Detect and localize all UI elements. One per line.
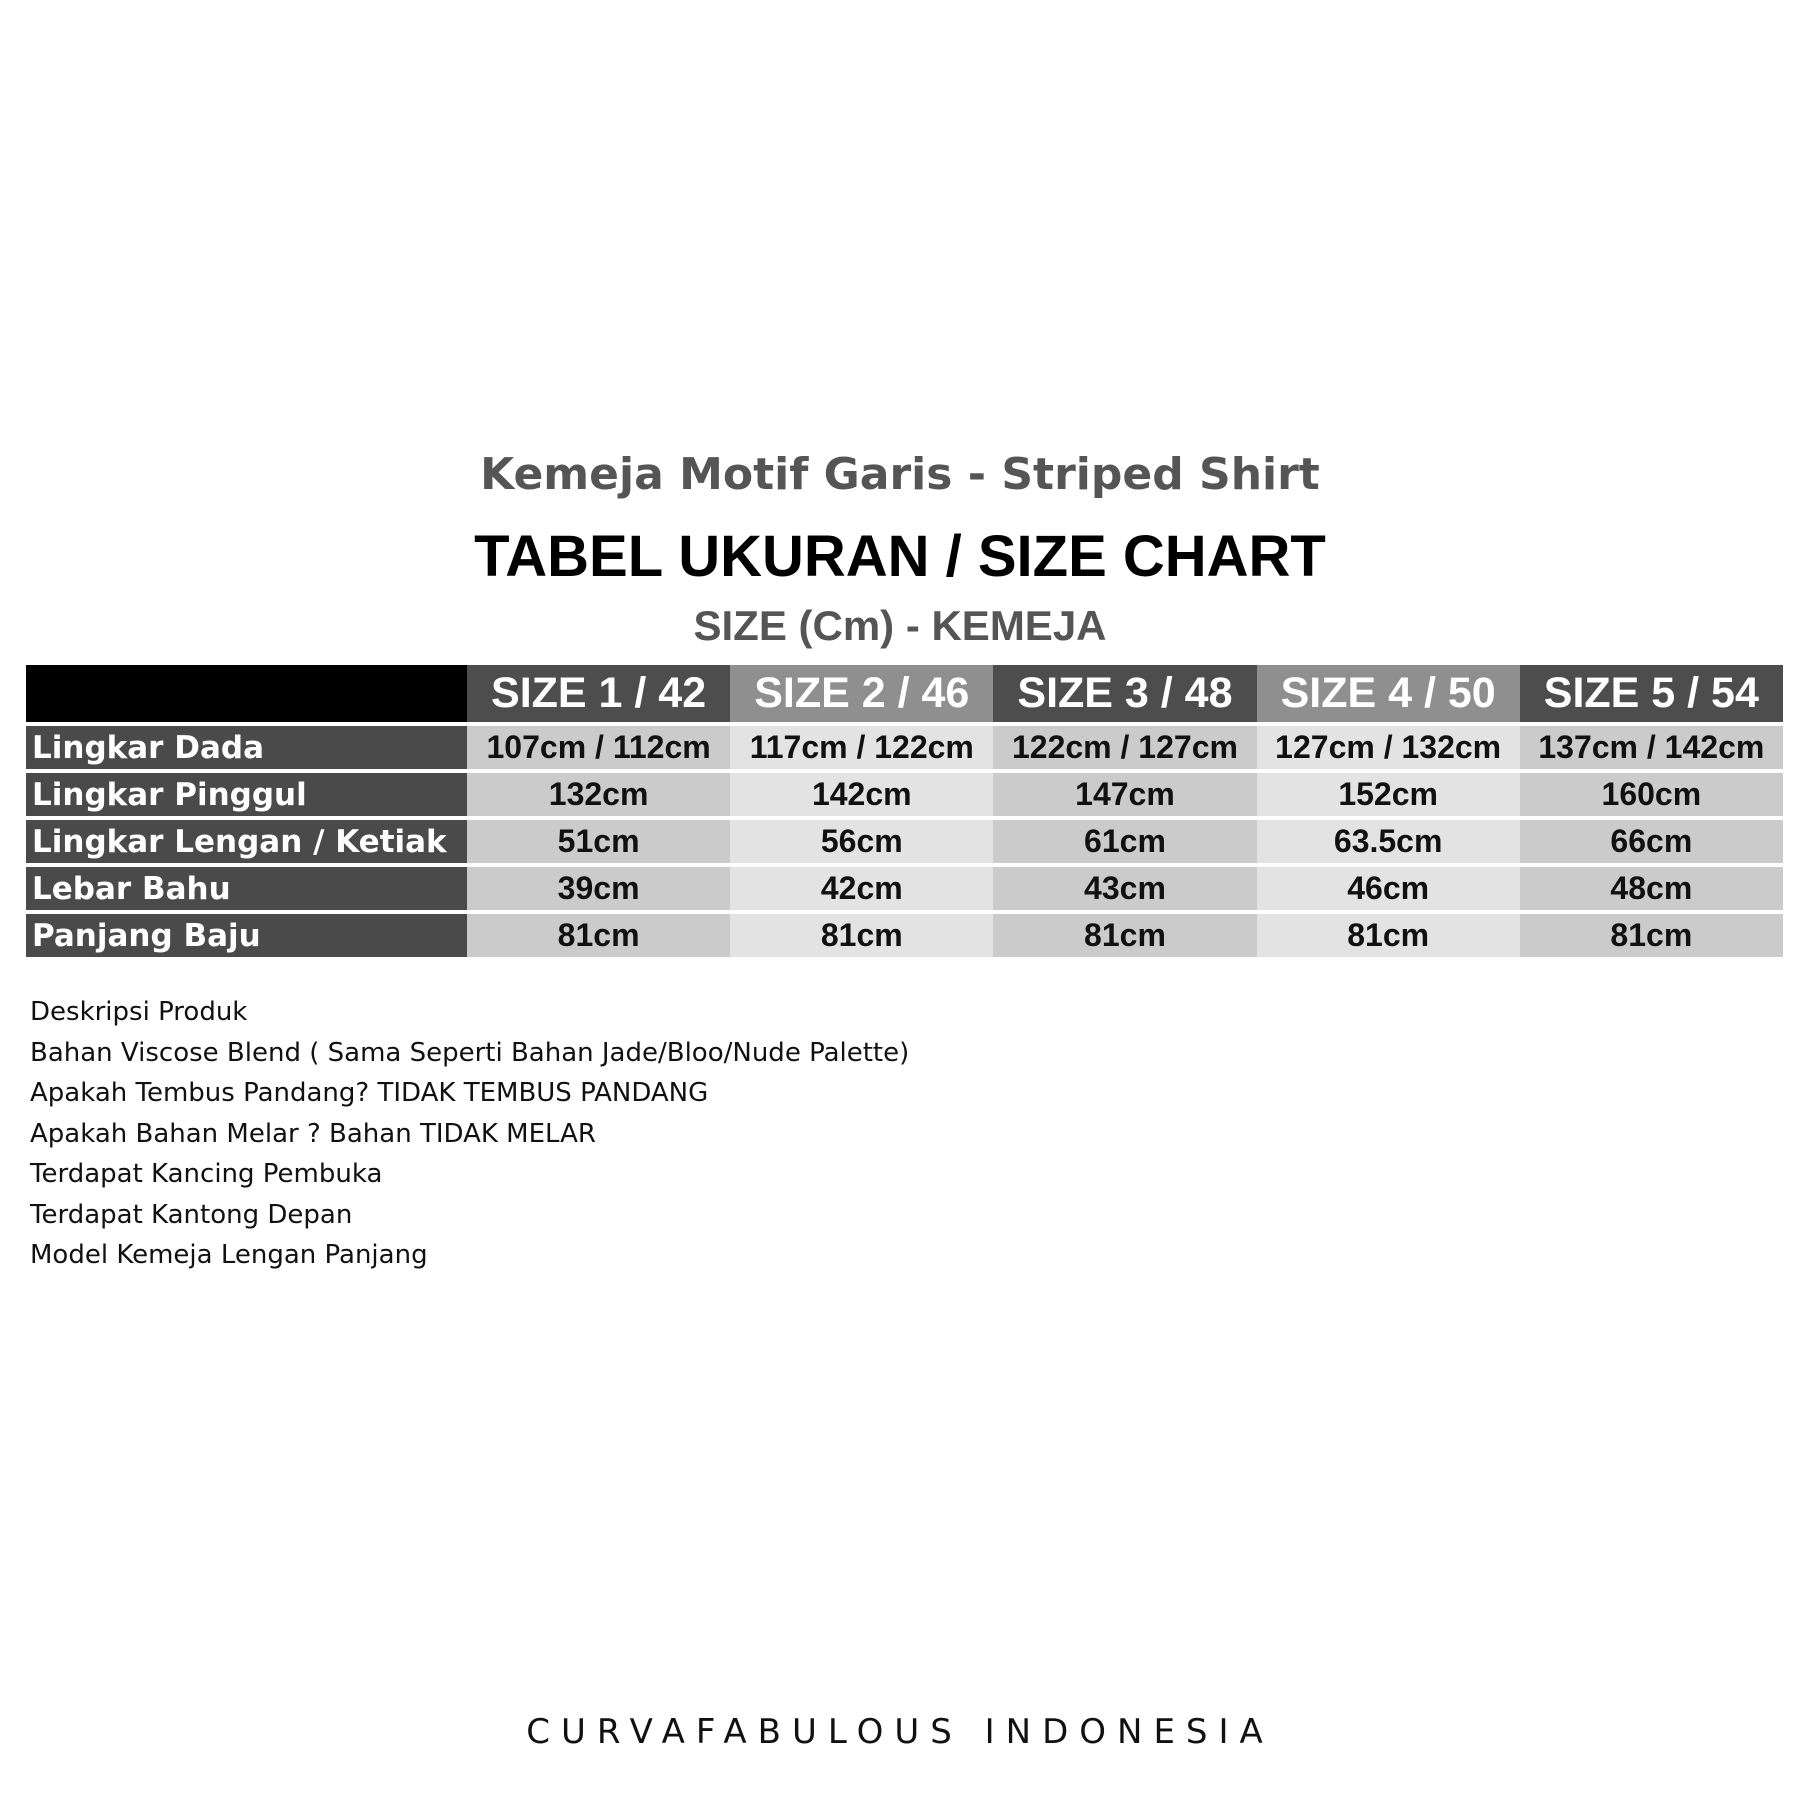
measurement-value: 147cm: [993, 773, 1256, 816]
size-column-header: SIZE 5 / 54: [1520, 665, 1783, 722]
measurement-value: 43cm: [993, 867, 1256, 910]
product-description: [30, 992, 909, 1276]
measurement-value: 132cm: [467, 773, 730, 816]
table-header-corner: [26, 665, 467, 722]
description-line: Terdapat Kantong Depan: [30, 1199, 353, 1230]
brand-name: CURVAFABULOUS INDONESIA: [526, 1712, 1274, 1752]
measurement-label: Lingkar Lengan / Ketiak: [26, 820, 467, 863]
measurement-value: 81cm: [467, 914, 730, 957]
measurement-label: Lingkar Dada: [26, 726, 467, 769]
description-line: Terdapat Kancing Pembuka: [30, 1159, 383, 1189]
measurement-value: 51cm: [467, 820, 730, 863]
measurement-value: 61cm: [993, 820, 1256, 863]
size-column-header: SIZE 2 / 46: [730, 665, 993, 722]
measurement-value: 48cm: [1520, 867, 1783, 910]
measurement-value: 81cm: [1520, 914, 1783, 957]
measurement-value: 42cm: [730, 867, 993, 910]
size-chart-table: [26, 665, 1783, 957]
size-column-header: SIZE 1 / 42: [467, 665, 730, 722]
description-line: Apakah Tembus Pandang? TIDAK TEMBUS PANDANG: [30, 1078, 709, 1108]
measurement-label: Lebar Bahu: [26, 867, 467, 910]
size-column-header: SIZE 4 / 50: [1257, 665, 1520, 722]
measurement-value: 142cm: [730, 773, 993, 816]
product-name: Kemeja Motif Garis - Striped Shirt: [480, 449, 1320, 500]
table-subtitle: SIZE (Cm) - KEMEJA: [693, 602, 1107, 649]
measurement-label: Lingkar Pinggul: [26, 773, 467, 816]
measurement-value: 81cm: [993, 914, 1256, 957]
table-title: TABEL UKURAN / SIZE CHART: [474, 524, 1326, 589]
measurement-value: 66cm: [1520, 820, 1783, 863]
description-line: Apakah Bahan Melar ? Bahan TIDAK MELAR: [30, 1118, 596, 1149]
measurement-value: 137cm / 142cm: [1520, 726, 1783, 769]
measurement-value: 122cm / 127cm: [993, 726, 1256, 769]
size-column-header: SIZE 3 / 48: [993, 665, 1256, 722]
description-line: Model Kemeja Lengan Panjang: [30, 1240, 428, 1270]
measurement-value: 39cm: [467, 867, 730, 910]
measurement-value: 117cm / 122cm: [730, 726, 993, 769]
measurement-value: 81cm: [730, 914, 993, 957]
description-heading: Deskripsi Produk: [30, 997, 248, 1027]
measurement-value: 81cm: [1257, 914, 1520, 957]
measurement-value: 160cm: [1520, 773, 1783, 816]
measurement-value: 127cm / 132cm: [1257, 726, 1520, 769]
measurement-value: 107cm / 112cm: [467, 726, 730, 769]
measurement-value: 56cm: [730, 820, 993, 863]
measurement-value: 46cm: [1257, 867, 1520, 910]
measurement-label: Panjang Baju: [26, 914, 467, 957]
measurement-value: 152cm: [1257, 773, 1520, 816]
description-line: Bahan Viscose Blend ( Sama Seperti Bahan Jade/Bloo/Nude Palette): [30, 1037, 910, 1068]
measurement-value: 63.5cm: [1257, 820, 1520, 863]
